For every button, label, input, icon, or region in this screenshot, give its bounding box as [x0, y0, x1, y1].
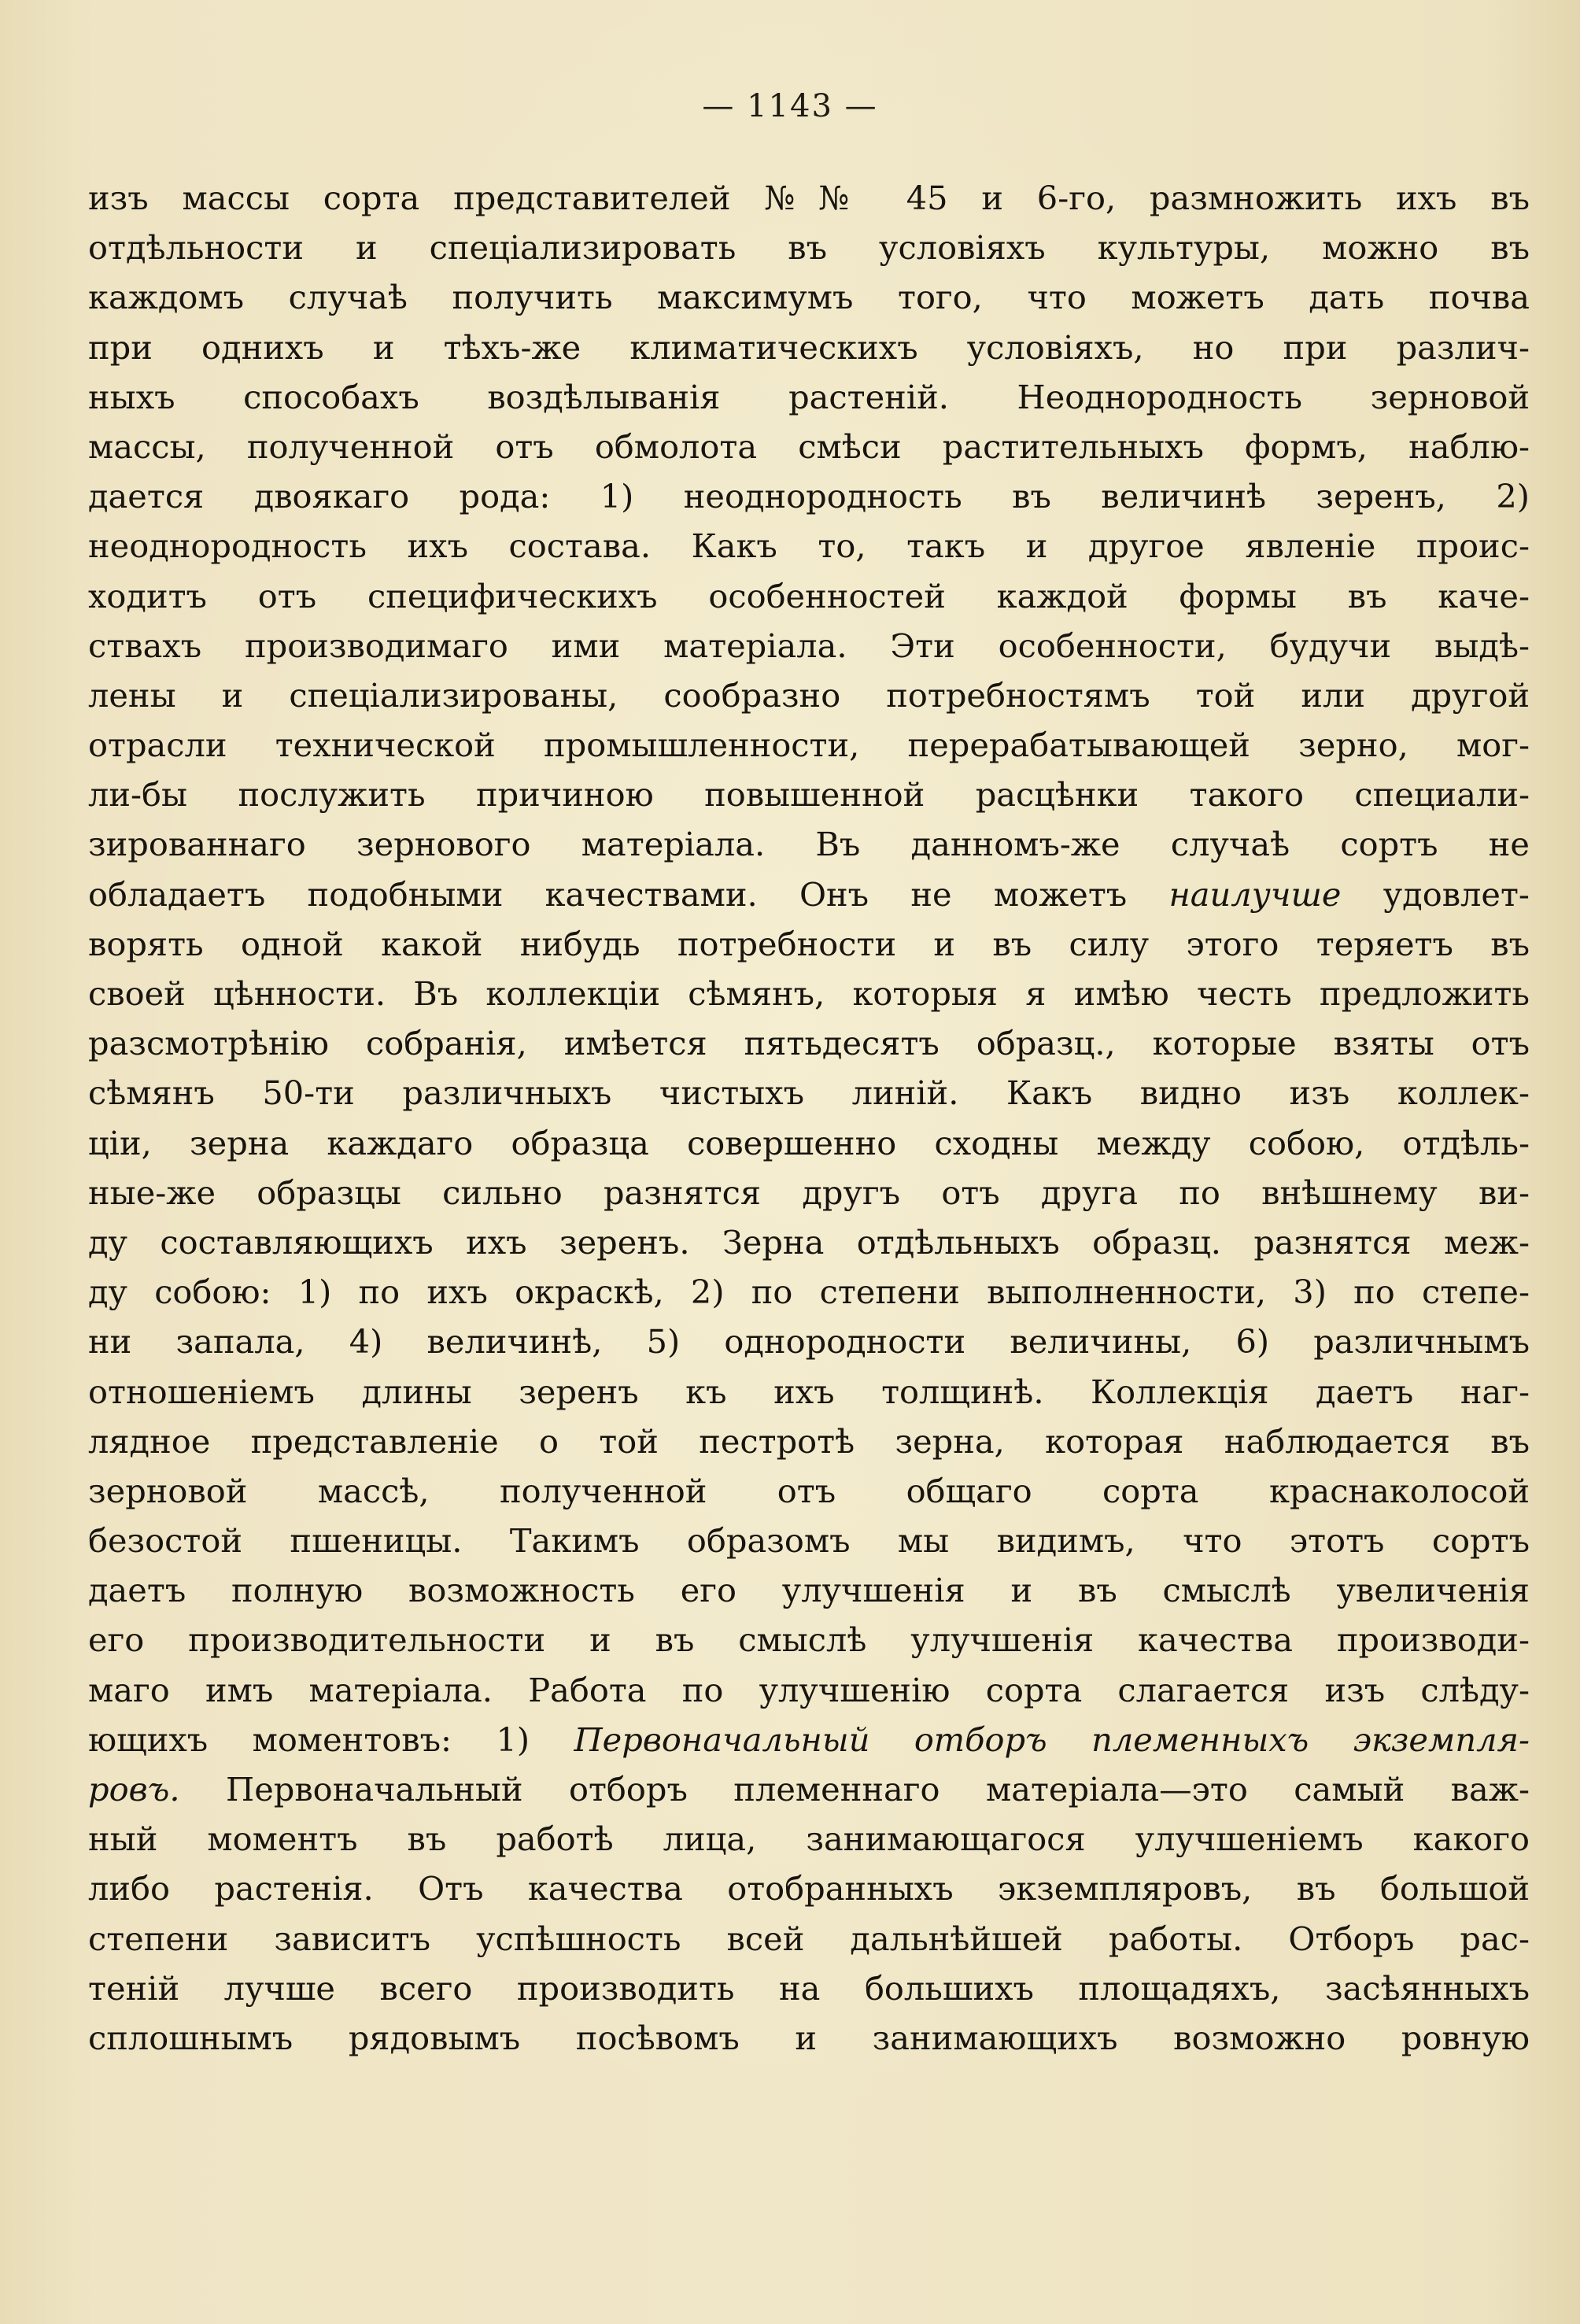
- text-line: дается двоякаго рода: 1) неоднородность въ величинѣ зеренъ, 2): [88, 477, 1530, 516]
- text-line: его производительности и въ смыслѣ улучшенія качества производи-: [88, 1620, 1530, 1660]
- text-line: разсмотрѣнію собранія, имѣется пятьдесятъ образц., которые взяты отъ: [88, 1024, 1530, 1063]
- text-line-with-emphasis: [88, 1764, 1530, 1814]
- text-line: безостой пшеницы. Такимъ образомъ мы видимъ, что этотъ сортъ: [88, 1521, 1530, 1561]
- text-line: изъ массы сорта представителей №№ 45 и 6-го, размножить ихъ въ: [88, 179, 1530, 217]
- italic-emphasis: наилучше: [1168, 874, 1342, 914]
- italic-heading: ровъ.: [88, 1770, 180, 1809]
- text-line: ду собою: 1) по ихъ окраскѣ, 2) по степени выполненности, 3) по степе-: [88, 1273, 1530, 1312]
- text-line: ду составляющихъ ихъ зеренъ. Зерна отдѣльныхъ образц. разнятся меж-: [88, 1222, 1530, 1262]
- text-line: ходитъ отъ специфическихъ особенностей каждой формы въ каче-: [88, 576, 1530, 615]
- text-line: своей цѣнности. Въ коллекціи сѣмянъ, которыя я имѣю честь предложить: [88, 974, 1530, 1013]
- text-line: ворять одной какой нибудь потребности и въ силу этого теряетъ въ: [88, 924, 1530, 963]
- text-line: ни запала, 4) величинѣ, 5) однородности величины, 6) различнымъ: [88, 1322, 1530, 1362]
- text-line: неоднородность ихъ состава. Какъ то, такъ и другое явленіе проис-: [88, 527, 1530, 566]
- text-line-with-emphasis: [88, 1715, 1530, 1764]
- text-line: теній лучше всего производить на большихъ площадяхъ, засѣянныхъ: [88, 1968, 1530, 2008]
- text-line: отдѣльности и спеціализировать въ условіяхъ культуры, можно въ: [88, 228, 1530, 268]
- text-line: зированнаго зернового матеріала. Въ данномъ-же случаѣ сортъ не: [88, 825, 1530, 864]
- text-line: лядное представленіе о той пестротѣ зерна, которая наблюдается въ: [88, 1421, 1530, 1461]
- text-line: ные-же образцы сильно разнятся другъ отъ друга по внѣшнему ви-: [88, 1173, 1530, 1212]
- text-segment: удовлет-: [1382, 874, 1530, 914]
- text-line: ли-бы послужить причиною повышенной расцѣнки такого специали-: [88, 775, 1530, 815]
- text-line: зерновой массѣ, полученной отъ общаго сорта краснаколосой: [88, 1471, 1530, 1510]
- text-line: отрасли технической промышленности, перерабатывающей зерно, мог-: [88, 726, 1530, 765]
- text-segment: Первоначальный отборъ племеннаго матеріала—это самый важ-: [226, 1770, 1530, 1809]
- text-line: ныхъ способахъ воздѣлыванія растеній. Неоднородность зерновой: [88, 377, 1530, 416]
- text-segment: ющихъ моментовъ: 1): [88, 1720, 530, 1759]
- text-line: степени зависитъ успѣшность всей дальнѣйшей работы. Отборъ рас-: [88, 1919, 1530, 1958]
- text-line-with-emphasis: [88, 870, 1530, 919]
- text-line: даетъ полную возможность его улучшенія и въ смыслѣ увеличенія: [88, 1571, 1530, 1610]
- text-line: сплошнымъ рядовымъ посѣвомъ и занимающихъ возможно ровную: [88, 2018, 1530, 2057]
- text-segment: обладаетъ подобными качествами. Онъ не можетъ: [88, 874, 1128, 914]
- text-line: ствахъ производимаго ими матеріала. Эти особенности, будучи выдѣ-: [88, 626, 1530, 665]
- text-line: массы, полученной отъ обмолота смѣси растительныхъ формъ, наблю-: [88, 427, 1530, 466]
- body-text: [88, 173, 1530, 2063]
- text-line: при однихъ и тѣхъ-же климатическихъ условіяхъ, но при различ-: [88, 327, 1530, 367]
- text-line: ціи, зерна каждаго образца совершенно сходны между собою, отдѣль-: [88, 1123, 1530, 1162]
- text-line: маго имъ матеріала. Работа по улучшенію сорта слагается изъ слѣду-: [88, 1670, 1530, 1709]
- italic-heading: Первоначальный отборъ племенныхъ экземпля-: [574, 1720, 1530, 1759]
- page-number: — 1143 —: [702, 88, 878, 124]
- text-line: сѣмянъ 50-ти различныхъ чистыхъ линій. Какъ видно изъ коллек-: [88, 1073, 1530, 1113]
- text-line: отношеніемъ длины зеренъ къ ихъ толщинѣ. Коллекція даетъ наг-: [88, 1372, 1530, 1411]
- text-line: ный моментъ въ работѣ лица, занимающагося улучшеніемъ какого: [88, 1820, 1530, 1859]
- text-line: либо растенія. Отъ качества отобранныхъ экземпляровъ, въ большой: [88, 1869, 1530, 1908]
- text-line: каждомъ случаѣ получить максимумъ того, что можетъ дать почва: [88, 278, 1530, 317]
- text-line: лены и спеціализированы, сообразно потребностямъ той или другой: [88, 675, 1530, 715]
